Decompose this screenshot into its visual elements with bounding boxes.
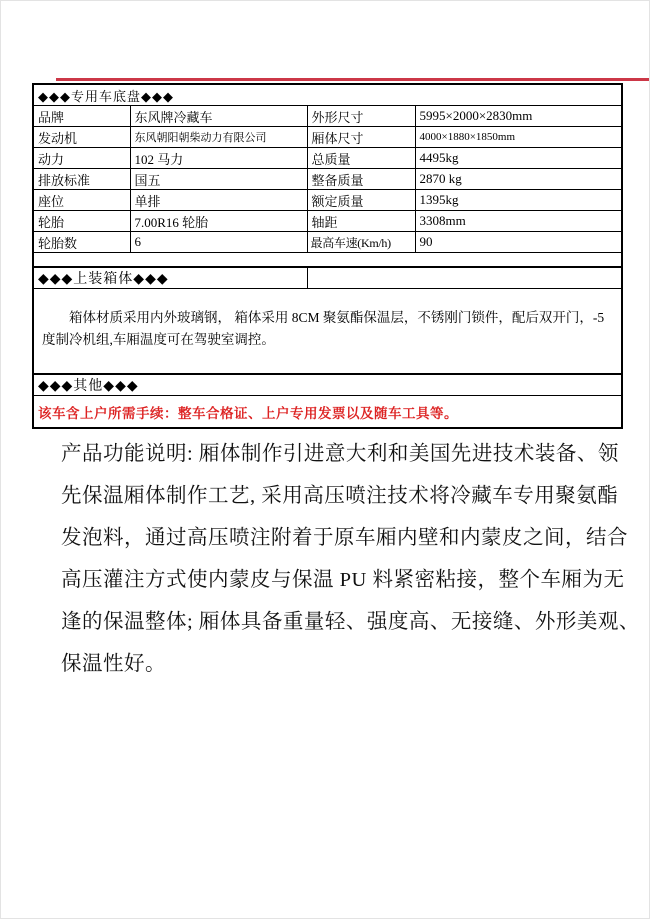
spec-label-cell: 厢体尺寸 <box>307 127 415 148</box>
spec-value-cell: 3308mm <box>415 211 622 232</box>
table-row <box>33 190 622 211</box>
table-row <box>33 169 622 190</box>
spec-label-cell: 最高车速(Km/h) <box>307 232 415 253</box>
spec-label-cell: 品牌 <box>33 106 130 127</box>
product-description <box>61 433 640 685</box>
spec-label-cell: 排放标准 <box>33 169 130 190</box>
other-section-title: ◆◆◆其他◆◆◆ <box>33 374 622 396</box>
spec-value-cell: 6 <box>130 232 307 253</box>
chassis-header-row <box>33 84 622 106</box>
other-header-row <box>33 374 622 396</box>
spec-value-cell: 东风牌冷藏车 <box>130 106 307 127</box>
spec-label-cell: 外形尺寸 <box>307 106 415 127</box>
spec-value-cell: 1395kg <box>415 190 622 211</box>
spec-value-cell: 4495kg <box>415 148 622 169</box>
empty-cell <box>33 253 622 268</box>
description-line: 产品功能说明: 厢体制作引进意大利和美国先进技术装备、领 <box>61 443 619 465</box>
spec-label-cell: 整备质量 <box>307 169 415 190</box>
table-row <box>33 232 622 253</box>
table-row <box>33 127 622 148</box>
spec-value-cell: 5995×2000×2830mm <box>415 106 622 127</box>
registration-notice-text: 该车含上户所需手续：整车合格证、上户专用发票以及随车工具等。 <box>33 396 622 429</box>
box-description-text: 箱体材质采用内外玻璃钢， 箱体采用 8CM 聚氨酯保温层，不锈刚门锁件，配后双开门，-5 度制冷机组,车厢温度可在驾驶室调控。 <box>42 310 608 347</box>
spec-value-cell: 国五 <box>130 169 307 190</box>
red-divider-line <box>56 78 650 81</box>
spec-value-cell: 102 马力 <box>130 148 307 169</box>
description-line: 保温性好。 <box>61 653 166 675</box>
table-row <box>33 148 622 169</box>
spec-label-cell: 动力 <box>33 148 130 169</box>
table-row <box>33 211 622 232</box>
body-box-table <box>32 266 623 387</box>
other-section-table <box>32 373 623 429</box>
description-line: 高压灌注方式使内蒙皮与保温 PU 料紧密粘接，整个车厢为无 <box>61 569 625 591</box>
box-section-title: ◆◆◆上装箱体◆◆◆ <box>33 267 307 289</box>
spec-label-cell: 发动机 <box>33 127 130 148</box>
box-header-empty-cell <box>307 267 622 289</box>
spec-value-cell: 东风朝阳朝柴动力有限公司 <box>130 127 307 148</box>
description-line: 发泡料，通过高压喷注附着于原车厢内壁和内蒙皮之间，结合 <box>61 527 628 549</box>
spec-value-cell: 2870 kg <box>415 169 622 190</box>
chassis-section-title: ◆◆◆专用车底盘◆◆◆ <box>33 84 622 106</box>
box-content-cell <box>33 289 622 387</box>
description-line: 先保温厢体制作工艺, 采用高压喷注技术将冷藏车专用聚氨酯 <box>61 485 619 507</box>
other-notice-row <box>33 396 622 429</box>
spec-label-cell: 轴距 <box>307 211 415 232</box>
spec-value-cell: 单排 <box>130 190 307 211</box>
box-header-row <box>33 267 622 289</box>
spec-label-cell: 座位 <box>33 190 130 211</box>
spec-label-cell: 总质量 <box>307 148 415 169</box>
description-line: 逢的保温整体; 厢体具备重量轻、强度高、无接缝、外形美观、 <box>61 611 640 633</box>
spec-label-cell: 轮胎 <box>33 211 130 232</box>
spec-value-cell: 7.00R16 轮胎 <box>130 211 307 232</box>
table-row <box>33 106 622 127</box>
box-content-row <box>33 289 622 387</box>
spec-value-cell: 4000×1880×1850mm <box>415 127 622 148</box>
empty-spacer-row <box>33 253 622 268</box>
chassis-spec-table <box>32 83 623 268</box>
spec-label-cell: 轮胎数 <box>33 232 130 253</box>
spec-value-cell: 90 <box>415 232 622 253</box>
spec-label-cell: 额定质量 <box>307 190 415 211</box>
